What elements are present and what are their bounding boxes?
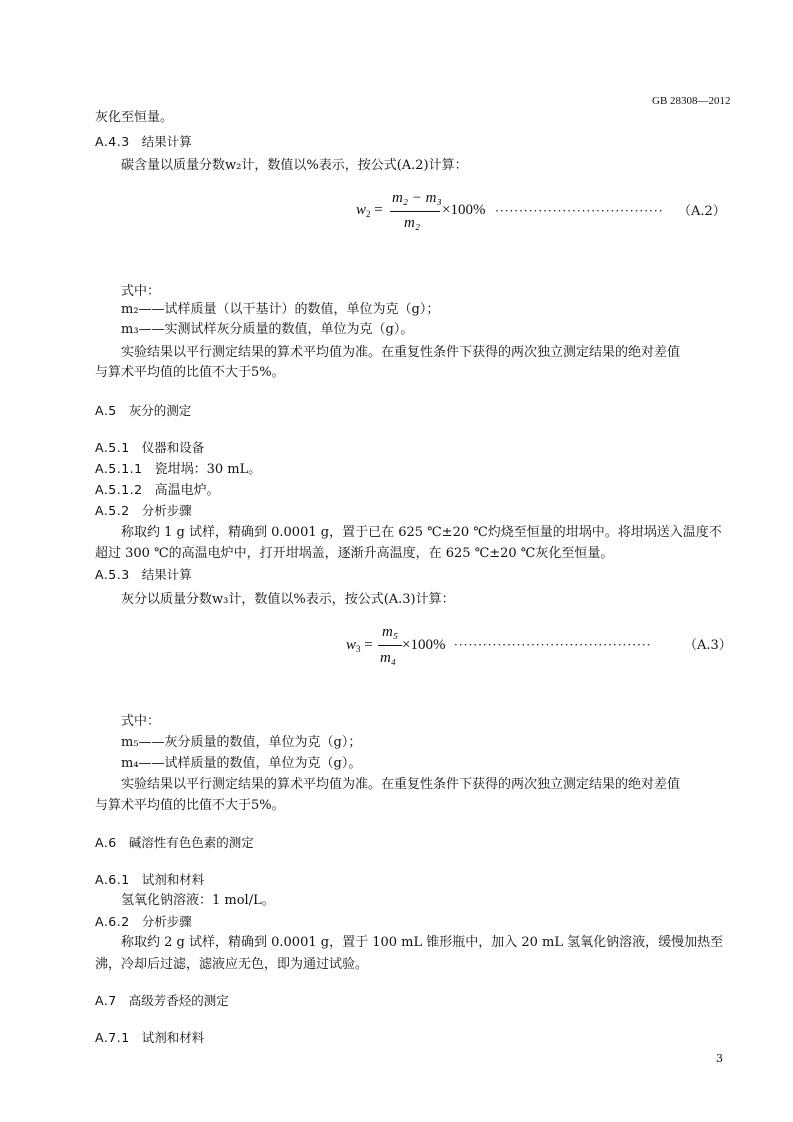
- section-heading-a51: [95, 440, 204, 456]
- paragraph: 超过 300 ℃的高温电炉中，打开坩埚盖，逐渐升高温度，在 625 ℃±20 ℃灰化至恒量。: [95, 546, 614, 561]
- section-number: A.5.3: [95, 567, 130, 582]
- paragraph: 氢氧化钠溶液：1 mol/L。: [121, 893, 275, 908]
- paragraph: 碳含量以质量分数w₂计，数值以%表示，按公式(A.2)计算：: [121, 158, 468, 173]
- section-heading-a43: [95, 134, 192, 150]
- item-text: 高温电炉。: [154, 483, 220, 498]
- fraction-bar: [390, 211, 440, 212]
- section-number: A.6: [95, 835, 117, 850]
- formula-times: ×100%: [402, 637, 446, 653]
- section-heading-a61: [95, 872, 204, 888]
- variable-definition: m₃——实测试样灰分质量的数值，单位为克（g）。: [121, 322, 414, 337]
- page-number: 3: [716, 1052, 723, 1065]
- section-title: 碱溶性有色色素的测定: [128, 835, 254, 850]
- section-title: 灰分的测定: [128, 403, 192, 418]
- section-number: A.6.2: [95, 914, 130, 929]
- formula-tag: （A.3）: [684, 638, 732, 653]
- paragraph: 称取约 2 g 试样，精确到 0.0001 g，置于 100 mL 锥形瓶中，加入 20 mL 氢氧化钠溶液，缓慢加热至: [121, 935, 724, 950]
- section-number: A.4.3: [95, 134, 130, 149]
- section-title: 分析步骤: [141, 503, 192, 518]
- section-heading-a5: [95, 403, 191, 419]
- paragraph: 实验结果以平行测定结果的算术平均值为准。在重复性条件下获得的两次独立测定结果的绝对差值: [121, 777, 681, 792]
- list-item: [95, 482, 220, 499]
- section-title: 仪器和设备: [141, 440, 205, 455]
- variable-definition: m₂——试样质量（以干基计）的数值，单位为克（g）；: [121, 302, 440, 317]
- text-line: 灰化至恒量。: [95, 110, 174, 125]
- formula-numerator: m₅: [382, 624, 399, 640]
- section-heading-a71: [95, 1030, 204, 1046]
- fraction-bar: [378, 645, 402, 646]
- section-number: A.5: [95, 403, 117, 418]
- section-heading-a7: [95, 993, 229, 1009]
- item-number: A.5.1.1: [95, 461, 143, 476]
- list-item: [95, 461, 261, 478]
- formula-leader-dots: ···································: [495, 204, 664, 218]
- section-number: A.5.1: [95, 440, 130, 455]
- section-title: 试剂和材料: [141, 872, 205, 887]
- formula-times: ×100%: [442, 202, 486, 218]
- item-text: 瓷坩埚：30 mL。: [154, 462, 262, 477]
- formula-leader-dots: ·········································: [454, 638, 652, 652]
- standard-header: GB 28308—2012: [652, 95, 731, 107]
- section-number: A.7.1: [95, 1030, 130, 1045]
- section-number: A.5.2: [95, 503, 130, 518]
- variable-definition: m₄——试样质量的数值，单位为克（g）。: [121, 756, 362, 771]
- where-label: 式中：: [121, 284, 161, 299]
- paragraph: 灰分以质量分数w₃计，数值以%表示，按公式(A.3)计算：: [121, 592, 455, 607]
- section-title: 结果计算: [141, 134, 192, 149]
- section-title: 试剂和材料: [141, 1030, 205, 1045]
- section-title: 结果计算: [141, 567, 192, 582]
- section-title: 分析步骤: [141, 914, 192, 929]
- section-heading-a53: [95, 567, 192, 583]
- formula-numerator: m₂ − m₃: [392, 190, 442, 206]
- paragraph: 称取约 1 g 试样，精确到 0.0001 g，置于已在 625 ℃±20 ℃灼烧至恒量的坩埚中。将坩埚送入温度不: [121, 525, 722, 540]
- section-number: A.7: [95, 993, 117, 1008]
- variable-definition: m₅——灰分质量的数值，单位为克（g）；: [121, 735, 362, 750]
- item-number: A.5.1.2: [95, 482, 143, 497]
- where-label: 式中：: [121, 714, 161, 729]
- formula-tag: （A.2）: [678, 204, 726, 219]
- section-heading-a6: [95, 835, 254, 851]
- formula-denominator: m₂: [404, 215, 421, 231]
- section-number: A.6.1: [95, 872, 130, 887]
- section-heading-a62: [95, 914, 192, 930]
- section-heading-a52: [95, 503, 192, 519]
- paragraph: 实验结果以平行测定结果的算术平均值为准。在重复性条件下获得的两次独立测定结果的绝对差值: [121, 345, 681, 360]
- paragraph: 与算术平均值的比值不大于5%。: [95, 798, 285, 813]
- formula-lhs: $w_3$ =: [346, 637, 373, 654]
- formula-denominator: m₄: [380, 650, 397, 666]
- paragraph: 与算术平均值的比值不大于5%。: [95, 365, 285, 380]
- formula-lhs: $w_2$ =: [356, 202, 383, 219]
- paragraph: 沸，冷却后过滤，滤液应无色，即为通过试验。: [95, 957, 369, 972]
- section-title: 高级芳香烃的测定: [128, 993, 229, 1008]
